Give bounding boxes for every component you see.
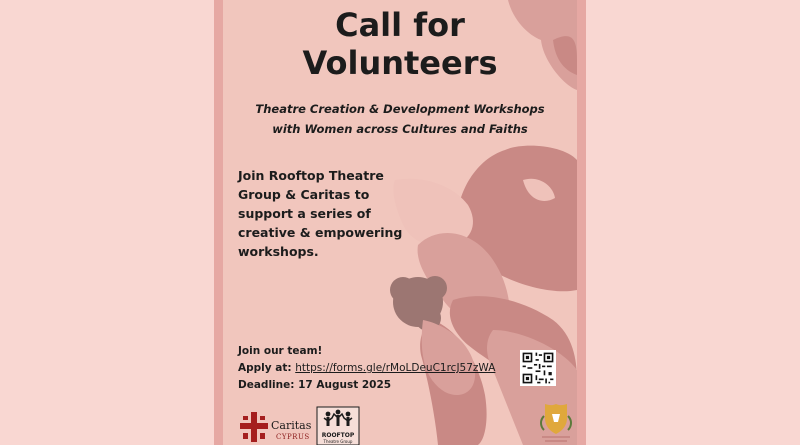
poster-title [223,6,577,82]
body-line: support a series of [238,206,371,221]
body-line: creative & empowering [238,225,403,240]
qr-code-icon[interactable] [520,350,556,386]
deadline-text: Deadline: 17 August 2025 [238,379,392,391]
rooftop-sub: Theatre Group [323,439,353,444]
caritas-logo-icon [240,412,268,442]
apply-row [238,360,538,377]
poster [214,0,586,445]
rooftop-logo [316,406,360,445]
call-to-action [238,343,538,394]
body-line: Join Rooftop Theatre [238,168,384,183]
poster-body [238,166,423,261]
rooftop-name: ROOFTOP [321,432,355,439]
body-line: workshops. [238,244,319,259]
subtitle-line-1: Theatre Creation & Development Workshops [255,102,545,116]
caritas-logo [240,408,310,442]
caritas-name: Caritas [271,419,312,432]
apply-label: Apply at: [238,362,292,374]
title-line-2: Volunteers [302,44,498,82]
body-line: Group & Caritas to [238,187,370,202]
poster-inner [223,0,577,445]
poster-subtitle [223,99,577,139]
caritas-country: CYPRUS [276,433,310,441]
apply-link[interactable]: https://forms.gle/rMoLDeuC1rcJ57zWA [295,362,496,374]
government-seal-icon [536,400,576,444]
subtitle-line-2: with Women across Cultures and Faiths [272,122,528,136]
join-text: Join our team! [238,345,323,357]
title-line-1: Call for [335,6,465,44]
